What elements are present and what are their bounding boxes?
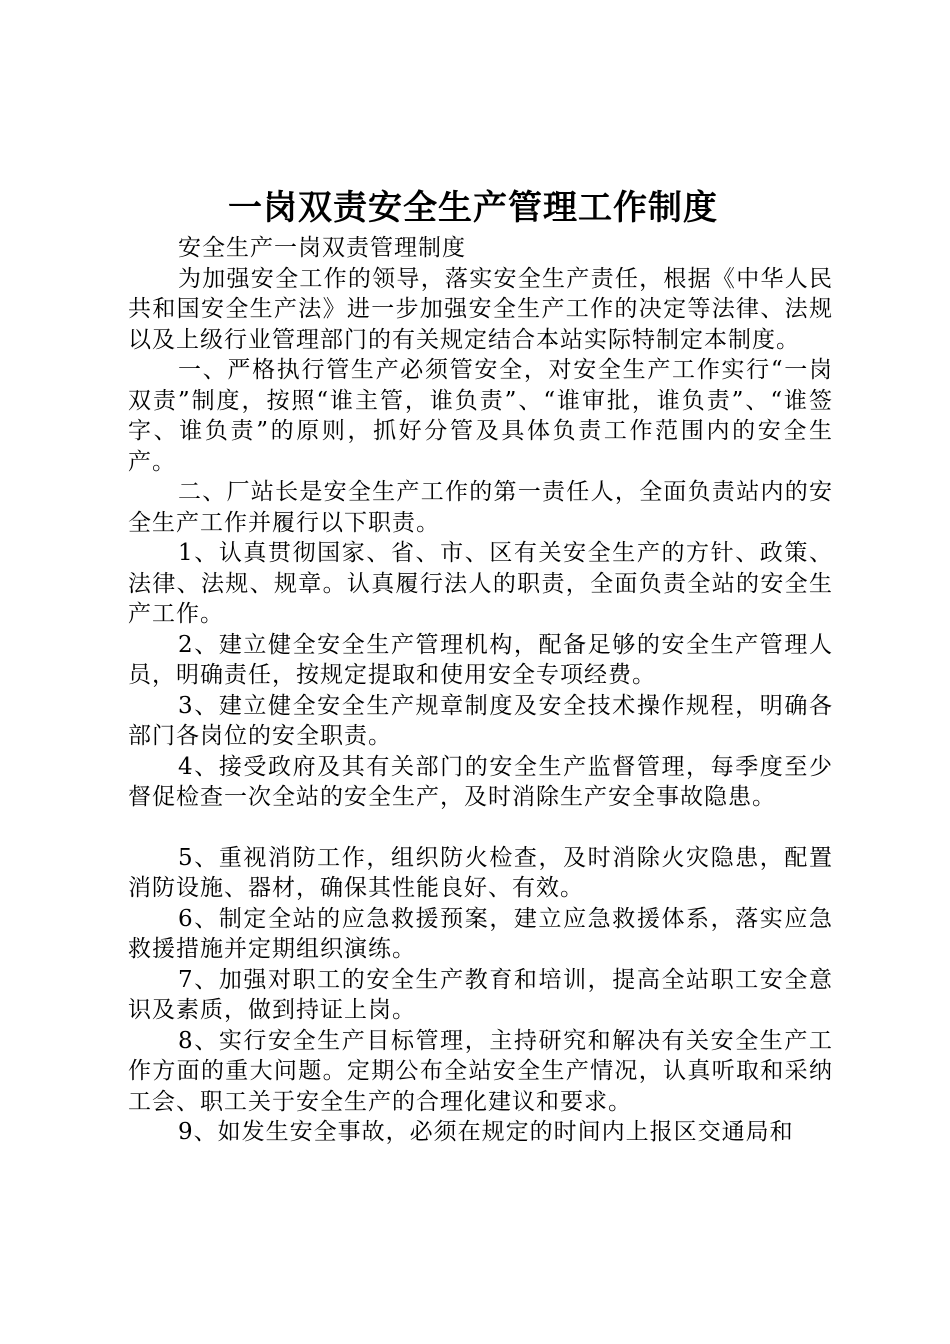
document-page [128,183,833,1148]
paragraph-item-2: 2、建立健全安全生产管理机构，配备足够的安全生产管理人员，明确责任，按规定提取和使用安全专项经费。 [128,631,833,688]
paragraph-item-1: 1、认真贯彻国家、省、市、区有关安全生产的方针、政策、法律、法规、规章。认真履行法人的职责，全面负责全站的安全生产工作。 [128,540,833,627]
paragraph-section-1: 一、严格执行管生产必须管安全，对安全生产工作实行“一岗双责”制度，按照“谁主管，谁负责”、“谁审批，谁负责”、“谁签字、谁负责”的原则，抓好分管及具体负责工作范围内的安全生产。 [128,357,833,475]
paragraph-item-3: 3、建立健全安全生产规章制度及安全技术操作规程，明确各部门各岗位的安全职责。 [128,692,833,749]
paragraph-item-8: 8、实行安全生产目标管理，主持研究和解决有关安全生产工作方面的重大问题。定期公布全站安全生产情况，认真听取和采纳工会、职工关于安全生产的合理化建议和要求。 [128,1027,833,1115]
paragraph-section-2: 二、厂站长是安全生产工作的第一责任人，全面负责站内的安全生产工作并履行以下职责。 [128,479,833,536]
paragraph-intro: 为加强安全工作的领导，落实安全生产责任，根据《中华人民共和国安全生产法》进一步加强安全生产工作的决定等法律、法规以及上级行业管理部门的有关规定结合本站实际特制定本制度。 [128,265,833,353]
paragraph-item-9: 9、如发生安全事故，必须在规定的时间内上报区交通局和 [178,1119,794,1145]
paragraph-item-5: 5、重视消防工作，组织防火检查，及时消除火灾隐患，配置消防设施、器材，确保其性能良好、有效。 [128,844,833,901]
paragraph-item-6: 6、制定全站的应急救援预案，建立应急救援体系，落实应急救援措施并定期组织演练。 [128,905,833,962]
paragraph-item-4: 4、接受政府及其有关部门的安全生产监督管理，每季度至少督促检查一次全站的安全生产，及时消除生产安全事故隐患。 [128,753,833,810]
paragraph-item-7: 7、加强对职工的安全生产教育和培训，提高全站职工安全意识及素质，做到持证上岗。 [128,966,833,1023]
paragraph-subtitle: 安全生产一岗双责管理制度 [178,235,466,261]
document-title: 一岗双责安全生产管理工作制度 [228,188,718,228]
